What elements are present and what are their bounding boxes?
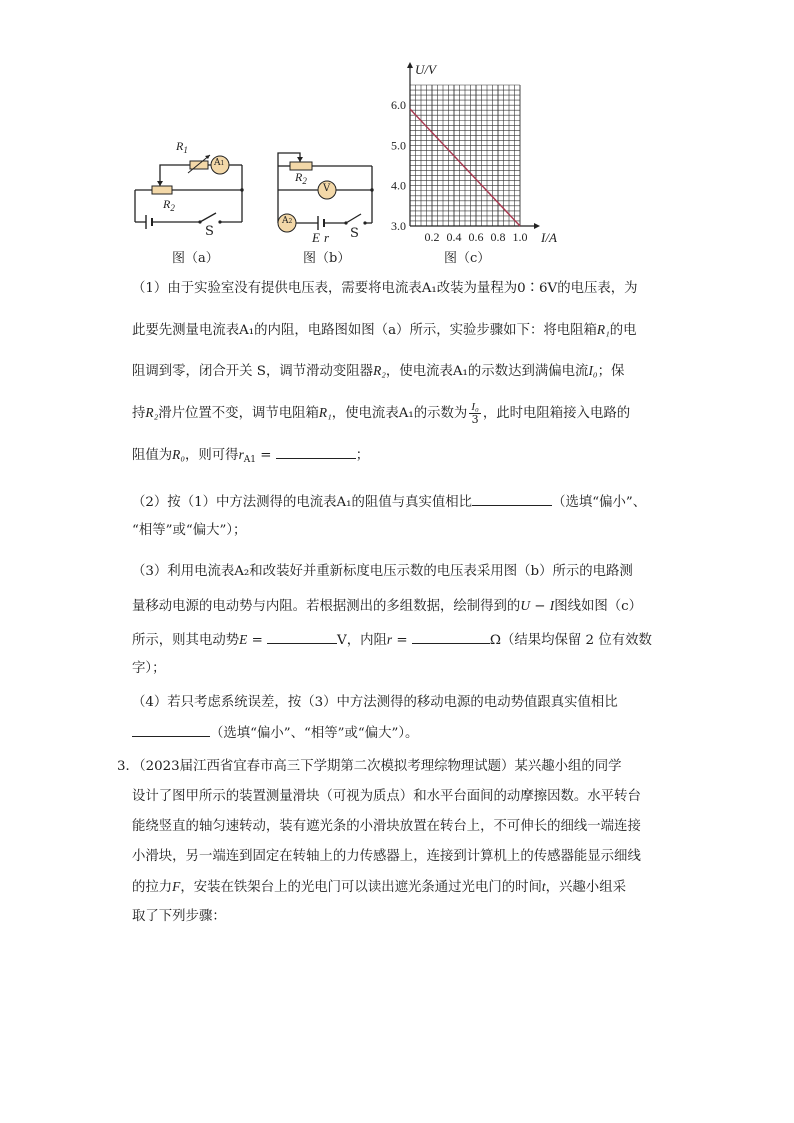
q1-line2: 此要先测量电流表A₁的内阻，电路图如图（a）所示，实验步骤如下：将电阻箱R₁的电 — [132, 322, 637, 338]
x-axis-label: I/A — [541, 230, 557, 245]
circuit-figure-a — [130, 140, 250, 235]
x-tick-label: 1.0 — [512, 230, 528, 244]
p3-line4: 小滑块，另一端连到固定在转轴上的力传感器上，连接到计算机上的传感器能显示细线 — [132, 849, 641, 864]
circuit-figure-b — [270, 150, 380, 240]
q3-line1: （3）利用电流表A₂和改装好并重新标度电压示数的电压表采用图（b）所示的电路测 — [132, 564, 633, 579]
p3-line6: 取了下列步骤： — [132, 909, 226, 924]
x-tick-label: 0.2 — [424, 230, 440, 244]
p3-line2: 设计了图甲所示的装置测量滑块（可视为质点）和水平台面间的动摩擦因数。水平转台 — [132, 789, 641, 804]
label-r1: $R_1$ — [176, 139, 188, 155]
q1-line3: 阻调到零，闭合开关 S，调节滑动变阻器R₂，使电流表A₁的示数达到满偏电流I₀；保 — [132, 363, 625, 379]
q4-line1: （4）若只考虑系统误差，按（3）中方法测得的移动电源的电动势值跟真实值相比 — [132, 695, 618, 710]
answer-blank-q4[interactable] — [132, 722, 210, 737]
label-switch-s: S — [205, 224, 214, 239]
q2-line2: “相等”或“偏大”）； — [132, 523, 247, 538]
label-e: E — [312, 230, 320, 245]
label-r2: $R_2$ — [163, 197, 175, 213]
label-r-internal: r — [324, 230, 330, 245]
answer-blank-ra1[interactable] — [276, 444, 356, 459]
q2-line1: （2）按（1）中方法测得的电流表A₁的阻值与真实值相比 （选填“偏小”、 — [132, 491, 646, 513]
p3-line3: 能绕竖直的轴匀速转动，装有遮光条的小滑块放置在转台上，不可伸长的细线一端连接 — [132, 819, 641, 834]
label-switch-s-b: S — [350, 226, 359, 241]
answer-blank-internal-resistance[interactable] — [412, 629, 490, 644]
y-tick-label: 4.0 — [391, 178, 406, 193]
fraction-i0-over-3: $\frac{\text{I₀}}{3}$ — [471, 401, 479, 426]
q1-line5: 阻值为R₀，则可得$r_{A1}$ = ； — [132, 444, 369, 470]
x-tick-label: 0.8 — [490, 230, 506, 244]
answer-blank-emf[interactable] — [267, 629, 337, 644]
x-tick-label: 0.4 — [446, 230, 462, 244]
q1-line1: （1）由于实验室没有提供电压表，需要将电流表A₁改装为量程为0∶6V的电压表，为 — [132, 281, 638, 296]
p3-line5: 的拉力F，安装在铁架台上的光电门可以读出遮光条通过光电门的时间t，兴趣小组采 — [132, 879, 626, 895]
q1-line4: 持R₂滑片位置不变，调节电阻箱R₁，使电流表A₁的示数为 $\frac{\text{I₀}}{3}$ ，此时电阻箱接入电路的 — [132, 401, 631, 426]
q4-line2: （选填“偏小”、“相等”或“偏大”）。 — [132, 722, 418, 744]
y-tick-label: 3.0 — [391, 219, 406, 233]
x-axis-arrow — [534, 223, 540, 229]
q3-line4: 字）； — [132, 661, 166, 676]
y-axis-label: U/V — [415, 62, 436, 77]
q3-line3: 所示，则其电动势E = V，内阻r = Ω（结果均保留 2 位有效数 — [132, 629, 652, 651]
figure-b-caption: 图（b） — [303, 251, 351, 266]
y-tick-label: 6.0 — [391, 98, 406, 112]
answer-blank-q2[interactable] — [472, 491, 552, 506]
label-a1: A1 — [214, 158, 225, 168]
label-v: V — [323, 183, 331, 194]
p3-line1: 3．（2023届江西省宜春市高三下学期第二次模拟考理综物理试题）某兴趣小组的同学 — [117, 759, 622, 774]
figure-a-caption: 图（a） — [172, 251, 219, 266]
y-axis-arrow — [407, 62, 413, 68]
q3-line2: 量移动电源的电动势与内阻。若根据测出的多组数据，绘制得到的U − I图线如图（c） — [132, 598, 643, 614]
u-i-chart — [380, 58, 570, 248]
x-tick-label: 0.6 — [468, 230, 484, 244]
label-r2-b: $R_2$ — [295, 170, 307, 186]
label-a2: A2 — [282, 216, 293, 226]
figure-c-caption: 图（c） — [444, 251, 491, 266]
y-tick-label: 5.0 — [391, 138, 406, 153]
